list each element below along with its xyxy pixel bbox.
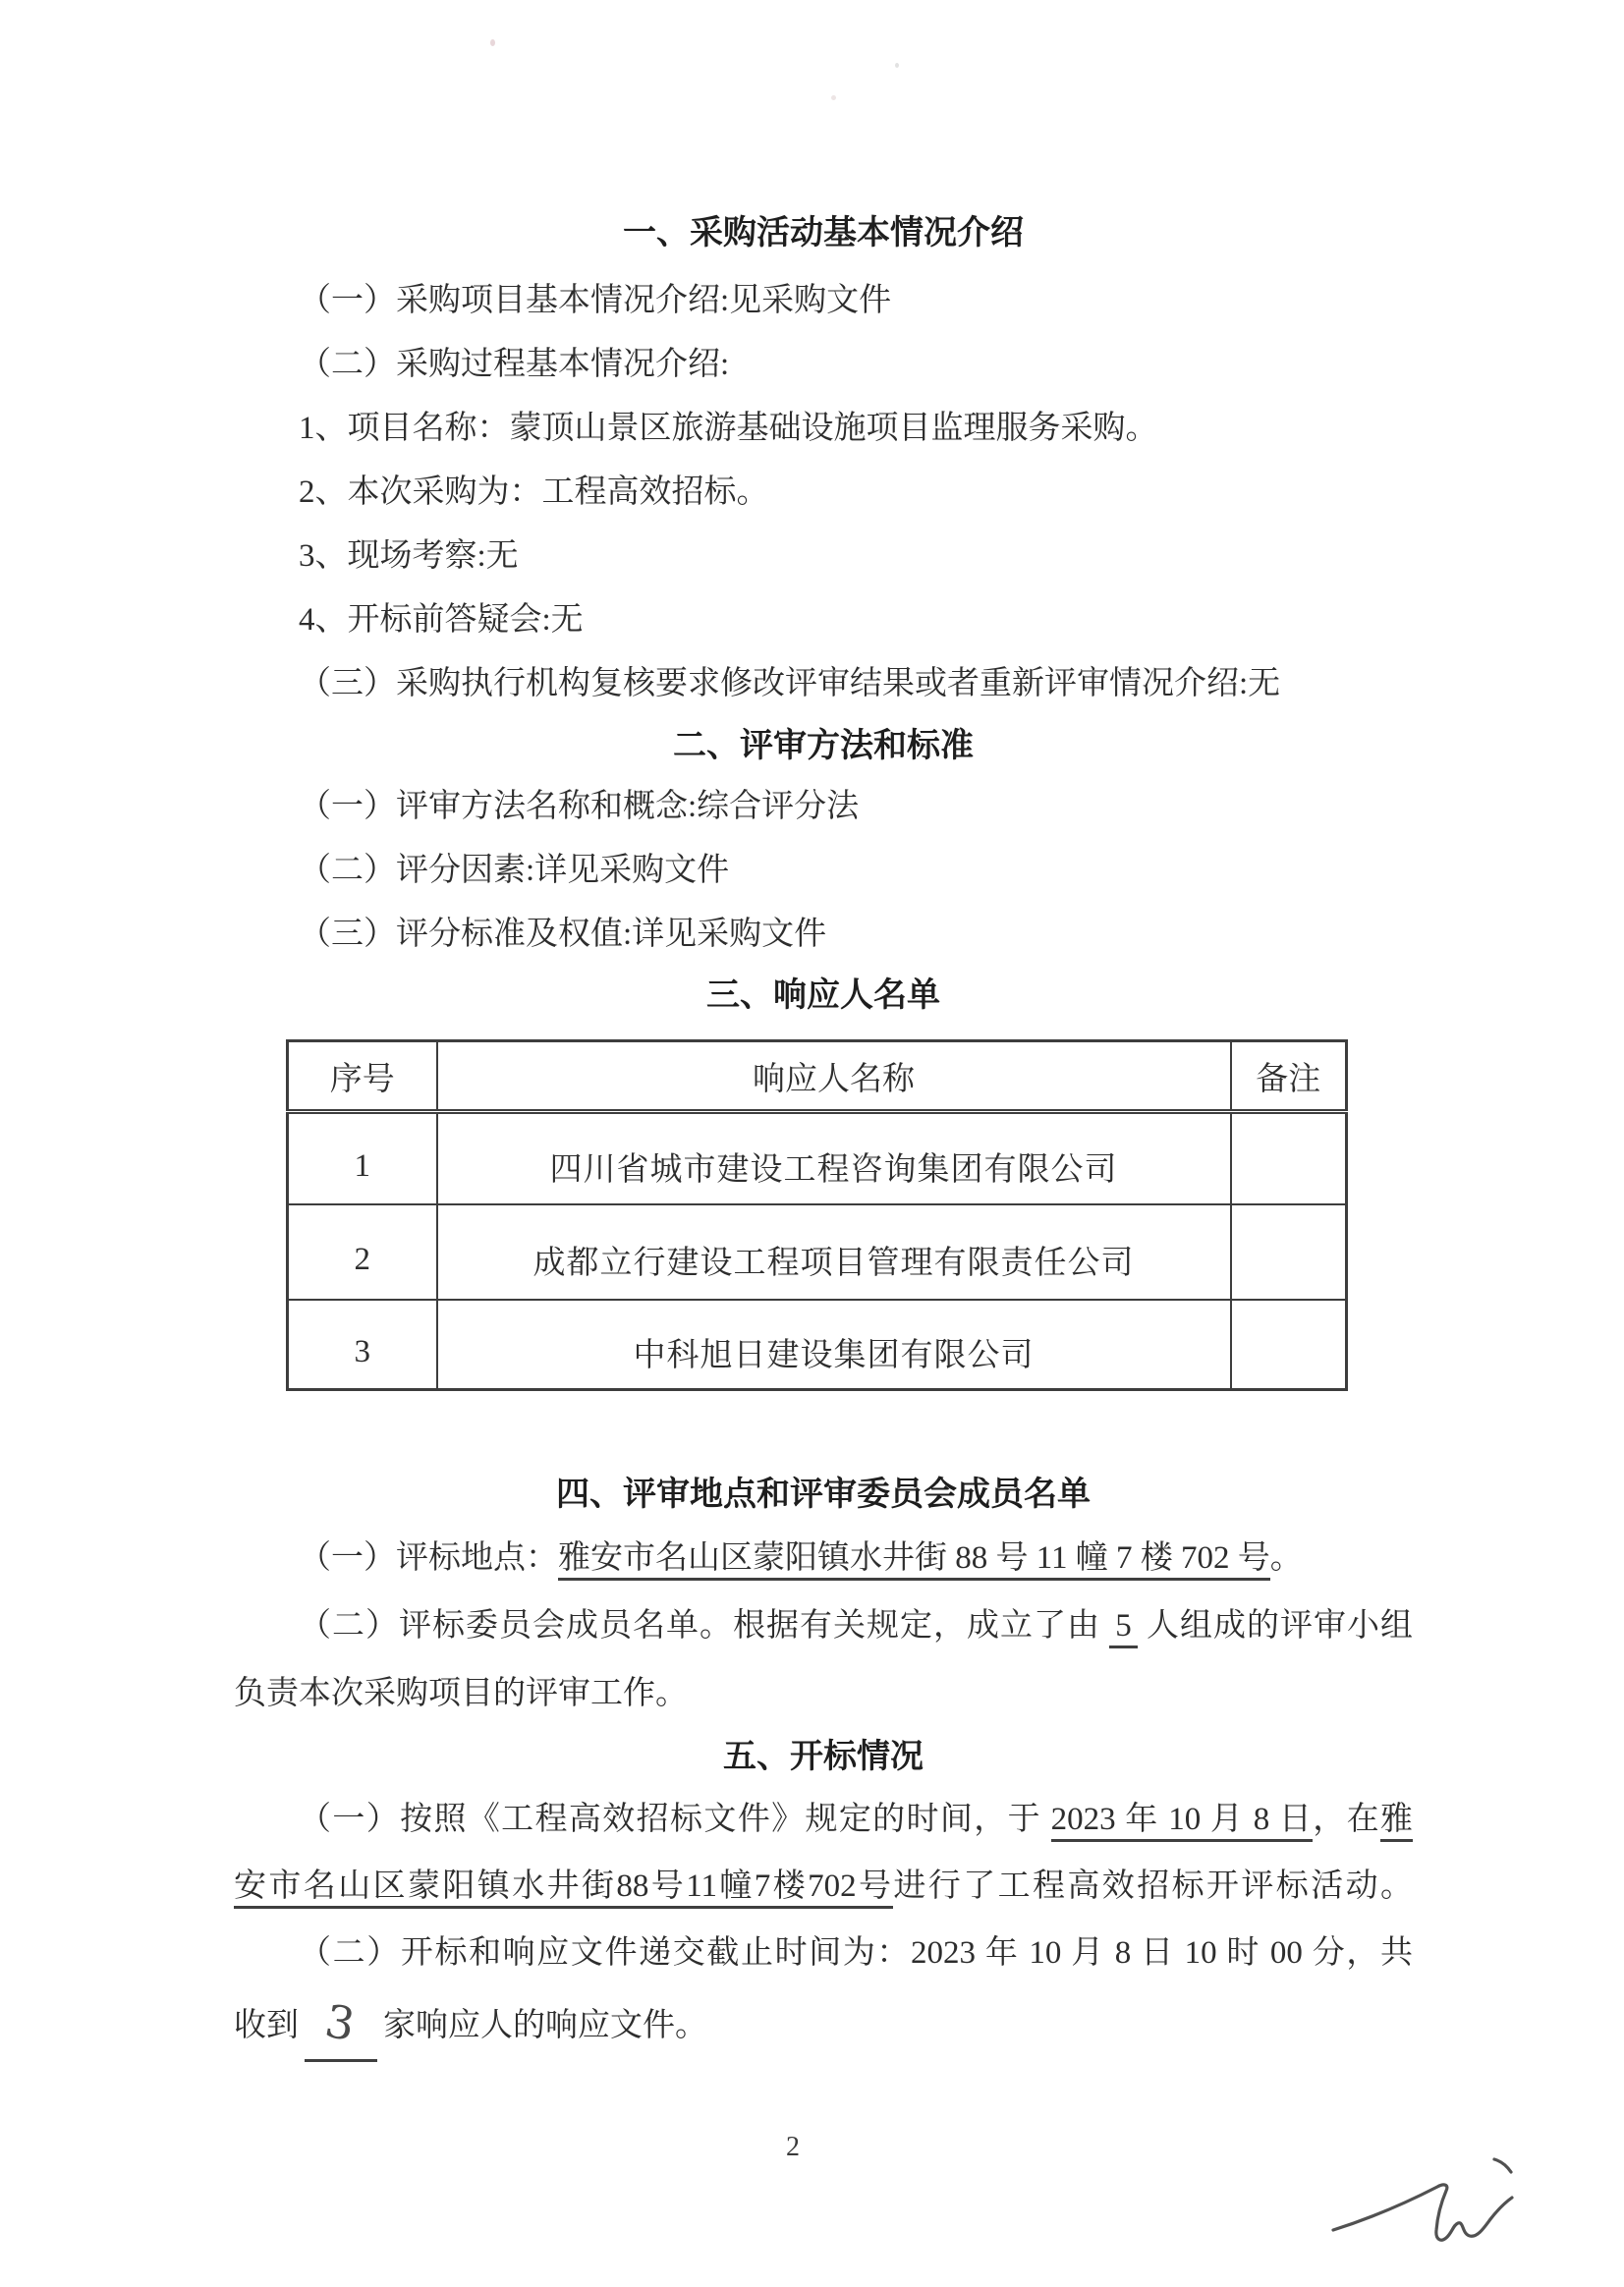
- cell-seq: 3: [288, 1300, 437, 1390]
- cell-respondent-name: 中科旭日建设集团有限公司: [437, 1300, 1231, 1390]
- paragraph-deadline-line1: （二）开标和响应文件递交截止时间为：2023 年 10 月 8 日 10 时 00 分，共: [299, 1935, 1414, 1971]
- section-2-heading: 二、评审方法和标准: [673, 727, 974, 764]
- opening-text-mid: ，在: [1313, 1802, 1381, 1837]
- cell-note: [1231, 1204, 1347, 1300]
- paragraph-s1-item3: 1、项目名称：蒙顶山景区旅游基础设施项目监理服务采购。: [299, 411, 1158, 446]
- received-text-tail: 家响应人的响应文件。: [383, 2008, 707, 2043]
- paragraph-s1-item5: 3、现场考察:无: [299, 538, 519, 574]
- paragraph-opening-line1: [234, 1786, 1413, 1853]
- paragraph-s2-item2: （二）评分因素:详见采购文件: [299, 853, 730, 888]
- page-number: 2: [786, 2132, 800, 2162]
- paragraph-s1-item2: （二）采购过程基本情况介绍:: [299, 347, 730, 382]
- section-5-heading: 五、开标情况: [723, 1738, 924, 1775]
- table-row: [288, 1300, 1347, 1390]
- committee-text-tail: 人组成的评审小组: [1137, 1608, 1413, 1644]
- cell-seq: 1: [288, 1112, 437, 1204]
- paragraph-committee-line2: 负责本次采购项目的评审工作。: [234, 1676, 688, 1711]
- table-row: [288, 1204, 1347, 1300]
- section-1-heading: 一、采购活动基本情况介绍: [623, 214, 1024, 251]
- col-header-respondent-name: 响应人名称: [437, 1041, 1231, 1112]
- col-header-seq: 序号: [288, 1041, 437, 1112]
- paragraph-received-line: [234, 1986, 1413, 2053]
- location-period: 。: [1269, 1540, 1303, 1576]
- location-address-underlined: 雅安市名山区蒙阳镇水井街 88 号 11 幢 7 楼 702 号: [558, 1540, 1270, 1581]
- location-label: （一）评标地点：: [299, 1540, 558, 1576]
- paragraph-opening-line2: [234, 1853, 1413, 1920]
- handwritten-count-blank: [305, 1986, 377, 2062]
- cell-seq: 2: [288, 1204, 437, 1300]
- paragraph-s2-item1: （一）评审方法名称和概念:综合评分法: [299, 789, 860, 824]
- cell-respondent-name: 四川省城市建设工程咨询集团有限公司: [437, 1112, 1231, 1204]
- signature-scribble-icon: [1302, 2149, 1619, 2285]
- cell-note: [1231, 1112, 1347, 1204]
- paragraph-eval-location: [234, 1525, 1413, 1591]
- paragraph-s1-item1: （一）采购项目基本情况介绍:见采购文件: [299, 283, 892, 318]
- received-text: 收到: [234, 2008, 299, 2043]
- opening-activity-text: 进行了工程高效招标开评标活动。: [893, 1869, 1413, 1904]
- table-header-row: [288, 1041, 1347, 1112]
- paragraph-s2-item3: （三）评分标准及权值:详见采购文件: [299, 917, 827, 952]
- opening-address-underlined: 安市名山区蒙阳镇水井街88号11幢7楼702号: [234, 1869, 893, 1909]
- cell-respondent-name: 成都立行建设工程项目管理有限责任公司: [437, 1204, 1231, 1300]
- paragraph-s1-item7: （三）采购执行机构复核要求修改评审结果或者重新评审情况介绍:无: [299, 666, 1281, 701]
- committee-text: （二）评标委员会成员名单。根据有关规定，成立了由: [299, 1608, 1110, 1644]
- table-row: [288, 1112, 1347, 1204]
- section-4-heading: 四、评审地点和评审委员会成员名单: [556, 1476, 1091, 1513]
- opening-date-underlined: 2023 年 10 月 8 日: [1051, 1802, 1314, 1842]
- opening-address-start-underlined: 雅: [1380, 1802, 1413, 1842]
- handwritten-number: 3: [321, 1993, 360, 2052]
- paragraph-s1-item6: 4、开标前答疑会:无: [299, 602, 584, 638]
- paragraph-s1-item4: 2、本次采购为：工程高效招标。: [299, 474, 769, 510]
- opening-text: （一）按照《工程高效招标文件》规定的时间，于: [299, 1802, 1051, 1837]
- respondents-table: [286, 1039, 1348, 1391]
- col-header-note: 备注: [1231, 1041, 1347, 1112]
- committee-member-count-underlined: 5: [1109, 1608, 1138, 1648]
- paragraph-committee-line1: [234, 1591, 1413, 1660]
- section-3-heading: 三、响应人名单: [706, 976, 940, 1014]
- cell-note: [1231, 1300, 1347, 1390]
